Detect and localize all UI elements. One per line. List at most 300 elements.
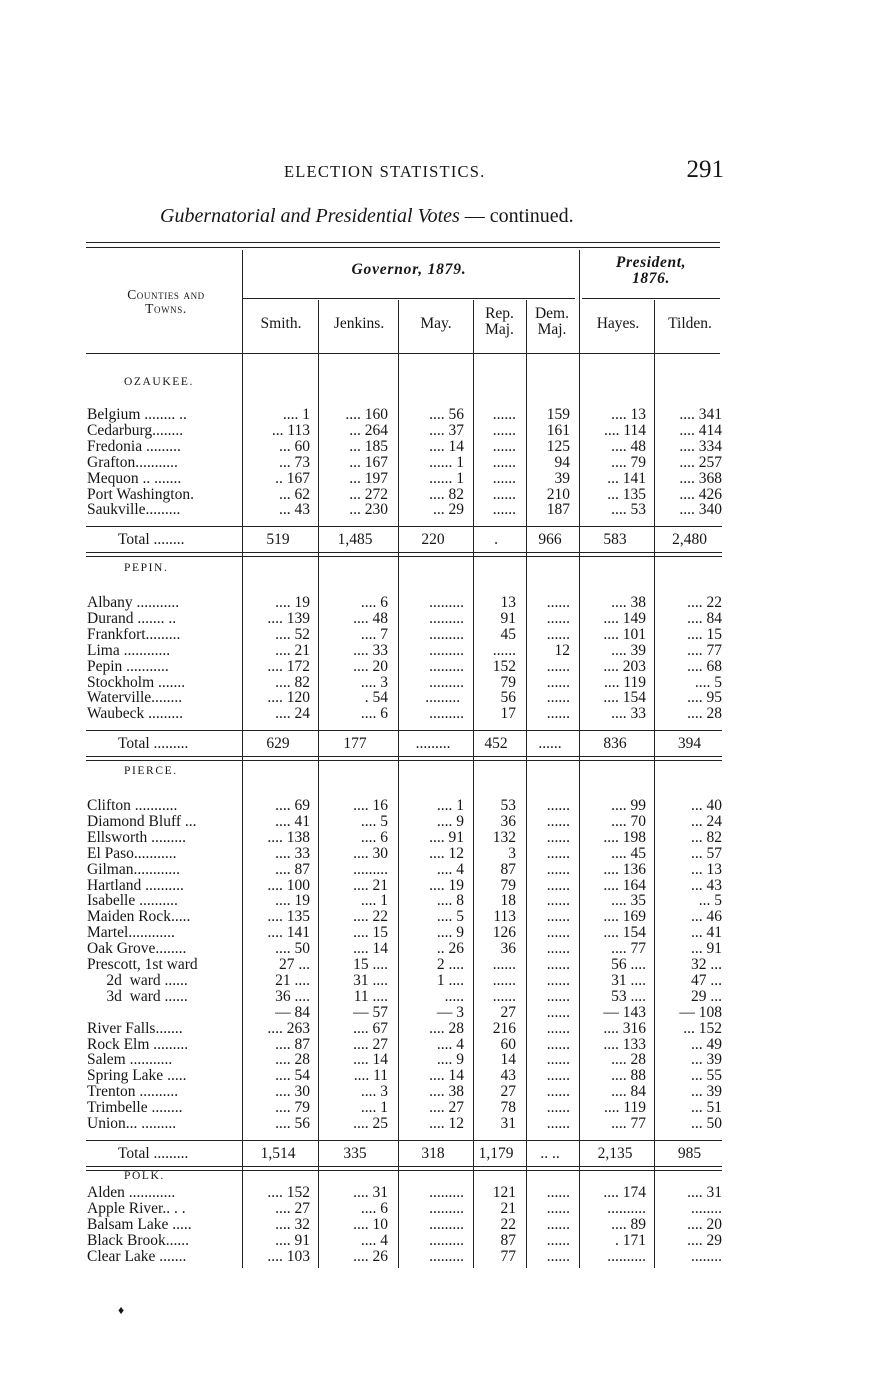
total-tilden: 394 [677, 735, 702, 753]
town-name: Spring Lake ..... [87, 1068, 187, 1085]
header-president-group [582, 255, 720, 288]
cell-dem-maj: ...... [546, 1099, 570, 1117]
top-rule-1 [86, 242, 720, 243]
cell-hayes: .... 198 [603, 828, 646, 846]
town-name: Apple River.. . . [87, 1200, 186, 1217]
cell-may: — 3 [436, 1003, 464, 1021]
table-row [0, 909, 884, 925]
town-name: Union... ......... [87, 1116, 177, 1132]
header-may: May. [420, 315, 452, 332]
cell-rep-maj: ...... [492, 406, 516, 423]
cell-tilden: 29 ... [691, 987, 722, 1005]
cell-jenkins: ... 264 [349, 421, 388, 439]
county-heading: PIERCE. [124, 765, 178, 777]
cell-hayes: . 171 [615, 1231, 646, 1249]
header-governor-group: Governor, 1879. [351, 261, 467, 278]
cell-dem-maj: ...... [546, 657, 570, 675]
town-name: Saukville......... [87, 502, 181, 519]
cell-rep-maj: 121 [492, 1184, 516, 1201]
cell-hayes: .... 84 [611, 1083, 646, 1101]
cell-rep-maj: ...... [492, 485, 516, 503]
cell-may: .... 12 [429, 844, 464, 862]
town-name: Grafton........... [87, 454, 178, 471]
cell-hayes: .... 70 [611, 812, 646, 830]
town-name: Cedarburg........ [87, 422, 184, 439]
cell-hayes: 56 .... [611, 956, 646, 973]
cell-dem-maj: ...... [546, 1247, 570, 1265]
cell-may: ......... [429, 1215, 464, 1233]
cell-tilden: 32 ... [691, 956, 722, 973]
table-row [0, 1185, 884, 1201]
cell-tilden: .... 340 [679, 501, 722, 519]
cell-rep-maj: ...... [492, 437, 516, 455]
header-towns: Towns. [145, 301, 187, 317]
cell-may: 2 .... [436, 956, 464, 973]
cell-rep-maj: 18 [500, 892, 516, 910]
table-row [0, 455, 884, 471]
table-row [0, 659, 884, 675]
town-name: River Falls....... [87, 1020, 183, 1037]
cell-smith: .... 87 [275, 1035, 310, 1053]
cell-hayes: .... 77 [611, 1115, 646, 1132]
table-row [0, 957, 884, 973]
cell-may: ......... [429, 641, 464, 659]
town-name: Pepin ........... [87, 658, 169, 675]
cell-smith: .. 167 [275, 469, 310, 487]
cell-may: .... 4 [436, 860, 464, 878]
cell-jenkins: 11 .... [353, 987, 388, 1005]
cell-jenkins: .... 15 [353, 924, 388, 942]
cell-tilden: .... 341 [679, 406, 722, 423]
header-rep-maj-label: Maj. [485, 321, 514, 339]
table-row [0, 830, 884, 846]
cell-smith: .... 32 [275, 1215, 310, 1233]
cell-dem-maj: ...... [546, 1003, 570, 1021]
cell-rep-maj: 132 [492, 828, 516, 846]
cell-may: ......... [429, 1247, 464, 1265]
cell-dem-maj: ...... [546, 1215, 570, 1233]
cell-hayes: .... 99 [611, 797, 646, 814]
cell-dem-maj: 39 [554, 469, 570, 487]
cell-hayes: ... 135 [607, 485, 646, 503]
cell-jenkins: .... 3 [360, 1083, 388, 1101]
town-name: Balsam Lake ..... [87, 1216, 192, 1233]
cell-smith: 36 .... [275, 987, 310, 1005]
cell-smith: ... 73 [279, 453, 310, 471]
cell-tilden: ... 5 [698, 892, 722, 910]
cell-may: ......... [429, 673, 464, 691]
cell-may: ......... [429, 1184, 464, 1201]
total-smith: 629 [266, 735, 290, 753]
cell-tilden: .... 77 [687, 641, 722, 659]
cell-smith: .... 141 [267, 924, 310, 942]
total-row [0, 532, 884, 548]
town-name: El Paso........... [87, 845, 177, 862]
header-dem-maj [526, 306, 578, 339]
cell-hayes: .... 38 [611, 594, 646, 611]
cell-jenkins: .... 6 [360, 705, 388, 723]
table-row [0, 989, 884, 1005]
cell-rep-maj: 91 [500, 609, 516, 627]
cell-jenkins: .... 6 [360, 828, 388, 846]
header-rep: Rep. [485, 305, 514, 322]
header-dem: Dem. [534, 305, 569, 322]
town-name: Belgium ........ .. [87, 407, 187, 423]
cell-rep-maj: ...... [492, 421, 516, 439]
cell-jenkins: ... 185 [349, 437, 388, 455]
cell-tilden: .... 84 [687, 609, 722, 627]
section-total-rule [86, 760, 722, 761]
cell-smith: .... 19 [275, 594, 310, 611]
cell-tilden: ... 55 [691, 1067, 722, 1085]
cell-smith: .... 52 [275, 625, 310, 643]
cell-tilden: .... 15 [687, 625, 722, 643]
table-row [0, 1005, 884, 1021]
cell-dem-maj: ...... [546, 987, 570, 1005]
table-row [0, 846, 884, 862]
town-name: Trenton .......... [87, 1084, 179, 1101]
table-row [0, 1037, 884, 1053]
cell-smith: .... 103 [267, 1247, 310, 1265]
town-name: Frankfort......... [87, 626, 181, 643]
cell-smith: .... 152 [267, 1184, 310, 1201]
cell-rep-maj: 13 [500, 594, 516, 611]
cell-may: .... 9 [436, 924, 464, 942]
cell-may: ......... [429, 657, 464, 675]
header-president: President, [615, 254, 687, 271]
cell-dem-maj: ...... [546, 876, 570, 894]
cell-smith: .... 172 [267, 657, 310, 675]
cell-dem-maj: ...... [546, 1083, 570, 1101]
town-name: Waubeck ......... [87, 706, 184, 723]
table-row [0, 502, 884, 518]
total-dem-maj: .. .. [540, 1144, 560, 1162]
total-hayes: 2,135 [597, 1144, 633, 1162]
running-title: ELECTION STATISTICS. [284, 162, 486, 181]
section-total-rule [86, 756, 722, 757]
cell-dem-maj: 187 [546, 501, 570, 519]
cell-jenkins: ... 272 [349, 485, 388, 503]
town-name: Fredonia ......... [87, 438, 181, 455]
cell-tilden: .... 20 [687, 1215, 722, 1233]
town-name: Mequon .. ....... [87, 470, 182, 487]
cell-tilden: ... 152 [683, 1019, 722, 1037]
cell-rep-maj: 27 [500, 1003, 516, 1021]
cell-smith: .... 1 [282, 406, 310, 423]
cell-dem-maj: ...... [546, 924, 570, 942]
cell-smith: .... 139 [267, 609, 310, 627]
cell-may: .... 14 [429, 437, 464, 455]
town-name: 2d ward ...... [87, 972, 188, 989]
cell-smith: .... 79 [275, 1099, 310, 1117]
cell-hayes: .... 53 [611, 501, 646, 519]
town-name: Salem ........... [87, 1052, 173, 1069]
town-name: Hartland .......... [87, 877, 184, 894]
cell-tilden: ... 13 [691, 860, 722, 878]
cell-smith: .... 28 [275, 1051, 310, 1069]
table-row [0, 893, 884, 909]
table-row [0, 439, 884, 455]
cell-smith: .... 19 [275, 892, 310, 910]
page-number: 291 [686, 156, 724, 183]
town-name: 3d ward ...... [87, 988, 188, 1005]
total-rep-maj: 1,179 [478, 1144, 514, 1162]
total-may: ......... [415, 735, 451, 753]
subtitle-continued: — continued. [464, 205, 574, 227]
cell-tilden: .... 31 [687, 1184, 722, 1201]
county-heading: PEPIN. [124, 562, 169, 574]
cell-dem-maj: ...... [546, 705, 570, 723]
cell-may: .... 5 [436, 908, 464, 926]
cell-hayes: .... 114 [603, 421, 646, 439]
total-hayes: 583 [603, 531, 627, 549]
town-name: Prescott, 1st ward [87, 957, 198, 973]
town-name: Clifton ........... [87, 798, 178, 814]
cell-smith: .... 33 [275, 844, 310, 862]
cell-rep-maj: 45 [500, 625, 516, 643]
cell-may: .... 9 [436, 1051, 464, 1069]
cell-may: .... 1 [436, 797, 464, 814]
table-row [0, 925, 884, 941]
cell-hayes: .... 79 [611, 453, 646, 471]
cell-rep-maj: ...... [492, 987, 516, 1005]
cell-hayes: 53 .... [611, 987, 646, 1005]
total-tilden: 985 [677, 1144, 702, 1162]
cell-rep-maj: ...... [492, 641, 516, 659]
cell-rep-maj: 152 [492, 657, 516, 675]
cell-tilden: — 108 [679, 1003, 722, 1021]
table-row [0, 941, 884, 957]
cell-smith: .... 135 [267, 908, 310, 926]
cell-hayes: .......... [607, 1199, 646, 1217]
cell-smith: .... 24 [275, 705, 310, 723]
cell-jenkins: ... 230 [349, 501, 388, 519]
cell-smith: ... 113 [271, 421, 310, 439]
cell-jenkins: .... 7 [360, 625, 388, 643]
cell-may: ... 29 [433, 501, 464, 519]
cell-hayes: .... 316 [603, 1019, 646, 1037]
cell-dem-maj: ...... [546, 956, 570, 973]
cell-rep-maj: ...... [492, 453, 516, 471]
cell-tilden: .... 334 [679, 437, 722, 455]
cell-jenkins: .... 3 [360, 673, 388, 691]
total-row [0, 736, 884, 752]
cell-dem-maj: ...... [546, 1019, 570, 1037]
cell-hayes: .... 89 [611, 1215, 646, 1233]
cell-hayes: .... 88 [611, 1067, 646, 1085]
cell-hayes: .... 136 [603, 860, 646, 878]
header-counties-towns [96, 288, 236, 316]
printer-mark: ♦ [118, 1303, 125, 1317]
cell-jenkins: .... 11 [353, 1067, 388, 1085]
cell-rep-maj: 78 [500, 1099, 516, 1117]
cell-jenkins: 31 .... [353, 971, 388, 989]
table-row [0, 643, 884, 659]
cell-smith: .... 41 [275, 812, 310, 830]
cell-dem-maj: 210 [546, 485, 570, 503]
cell-rep-maj: ...... [492, 501, 516, 519]
cell-smith: .... 69 [275, 797, 310, 814]
cell-rep-maj: 36 [500, 940, 516, 958]
cell-smith: .... 21 [275, 641, 310, 659]
cell-may: .... 12 [429, 1115, 464, 1132]
header-hayes: Hayes. [596, 315, 640, 332]
cell-rep-maj: 27 [500, 1083, 516, 1101]
cell-jenkins: .... 27 [353, 1035, 388, 1053]
cell-hayes: .... 28 [611, 1051, 646, 1069]
cell-hayes: — 143 [603, 1003, 646, 1021]
cell-may: .... 14 [429, 1067, 464, 1085]
cell-jenkins: .... 33 [353, 641, 388, 659]
header-group-rule-governor [243, 298, 575, 299]
cell-hayes: .... 35 [611, 892, 646, 910]
table-row [0, 878, 884, 894]
cell-tilden: .... 29 [687, 1231, 722, 1249]
header-counties: Counties and [127, 287, 205, 302]
town-name: Trimbelle ........ [87, 1100, 183, 1117]
cell-dem-maj: ...... [546, 1184, 570, 1201]
cell-hayes: .... 13 [611, 406, 646, 423]
cell-dem-maj: ...... [546, 609, 570, 627]
table-subtitle [160, 205, 574, 228]
cell-may: ...... 1 [429, 453, 464, 471]
cell-rep-maj: 31 [500, 1115, 516, 1132]
cell-hayes: .... 164 [603, 876, 646, 894]
town-name: Martel............ [87, 925, 175, 942]
cell-may: ..... [444, 987, 464, 1005]
cell-hayes: .......... [607, 1247, 646, 1265]
cell-tilden: .... 28 [687, 705, 722, 723]
cell-smith: .... 120 [267, 689, 310, 707]
cell-may: .... 37 [429, 421, 464, 439]
cell-jenkins: .... 6 [360, 1199, 388, 1217]
page-header [160, 156, 728, 186]
county-heading: POLK. [124, 1170, 165, 1182]
cell-may: .... 19 [429, 876, 464, 894]
cell-dem-maj: 161 [546, 421, 570, 439]
cell-smith: ... 43 [279, 501, 310, 519]
cell-hayes: ... 141 [607, 469, 646, 487]
cell-hayes: .... 48 [611, 437, 646, 455]
cell-may: ......... [429, 609, 464, 627]
cell-tilden: ........ [691, 1247, 722, 1265]
cell-dem-maj: ...... [546, 971, 570, 989]
cell-jenkins: .... 25 [353, 1115, 388, 1132]
cell-tilden: .... 426 [679, 485, 722, 503]
cell-rep-maj: 43 [500, 1067, 516, 1085]
total-smith: 519 [266, 531, 290, 549]
town-name: Diamond Bluff ... [87, 813, 197, 830]
cell-smith: .... 87 [275, 860, 310, 878]
cell-may: ......... [429, 705, 464, 723]
cell-tilden: 47 ... [691, 971, 722, 989]
cell-jenkins: .... 30 [353, 844, 388, 862]
total-row [0, 1146, 884, 1162]
table-row [0, 690, 884, 706]
total-may: 318 [421, 1144, 445, 1162]
cell-dem-maj: ...... [546, 812, 570, 830]
cell-jenkins: .... 1 [360, 1099, 388, 1117]
table-row [0, 1233, 884, 1249]
town-name: Ellsworth ......... [87, 829, 187, 846]
cell-jenkins: .... 67 [353, 1019, 388, 1037]
table-row [0, 1068, 884, 1084]
town-name: Isabelle .......... [87, 893, 178, 910]
table-row [0, 1052, 884, 1068]
table-row [0, 611, 884, 627]
cell-hayes: .... 39 [611, 641, 646, 659]
table-row [0, 1249, 884, 1265]
cell-smith: .... 263 [267, 1019, 310, 1037]
cell-hayes: .... 45 [611, 844, 646, 862]
cell-tilden: ... 82 [691, 828, 722, 846]
cell-rep-maj: 17 [500, 705, 516, 723]
cell-jenkins: .... 1 [360, 892, 388, 910]
town-name: Port Washington. [87, 486, 194, 503]
cell-may: .. 26 [436, 940, 464, 958]
cell-smith: .... 138 [267, 828, 310, 846]
cell-jenkins: — 57 [353, 1003, 388, 1021]
table-row [0, 675, 884, 691]
cell-smith: .... 50 [275, 940, 310, 958]
table-row [0, 1217, 884, 1233]
cell-rep-maj: ...... [492, 469, 516, 487]
cell-hayes: .... 101 [603, 625, 646, 643]
cell-may: .... 9 [436, 812, 464, 830]
cell-rep-maj: 21 [500, 1199, 516, 1217]
town-name: Lima ............ [87, 642, 171, 659]
town-name: Black Brook...... [87, 1232, 190, 1249]
cell-jenkins: .... 6 [360, 594, 388, 611]
section-total-rule [86, 1140, 722, 1141]
cell-tilden: .... 5 [694, 673, 722, 691]
cell-tilden: ... 41 [691, 924, 722, 942]
cell-may: ...... 1 [429, 469, 464, 487]
total-jenkins: 1,485 [337, 531, 373, 549]
cell-may: ......... [429, 594, 464, 611]
cell-tilden: ... 51 [691, 1099, 722, 1117]
total-jenkins: 335 [343, 1144, 367, 1162]
cell-tilden: .... 22 [687, 594, 722, 611]
cell-dem-maj: 12 [554, 641, 570, 659]
cell-dem-maj: ...... [546, 1067, 570, 1085]
town-name: Durand ....... .. [87, 610, 177, 627]
cell-dem-maj: ...... [546, 1199, 570, 1217]
cell-dem-maj: ...... [546, 844, 570, 862]
cell-hayes: .... 169 [603, 908, 646, 926]
cell-may: .... 27 [429, 1099, 464, 1117]
cell-tilden: .... 68 [687, 657, 722, 675]
cell-tilden: ... 46 [691, 908, 722, 926]
table-row [0, 814, 884, 830]
table-row [0, 487, 884, 503]
cell-rep-maj: 77 [500, 1247, 516, 1265]
header-rep-maj [473, 306, 526, 339]
cell-jenkins: .... 48 [353, 609, 388, 627]
table-row [0, 471, 884, 487]
cell-hayes: .... 77 [611, 940, 646, 958]
cell-rep-maj: 87 [500, 1231, 516, 1249]
cell-dem-maj: ...... [546, 828, 570, 846]
header-smith: Smith. [260, 315, 302, 332]
cell-jenkins: .... 14 [353, 940, 388, 958]
town-name: Maiden Rock..... [87, 909, 191, 926]
cell-jenkins: .... 4 [360, 1231, 388, 1249]
county-heading: OZAUKEE. [124, 376, 194, 388]
cell-dem-maj: ...... [546, 594, 570, 611]
cell-jenkins: .... 20 [353, 657, 388, 675]
cell-dem-maj: ...... [546, 940, 570, 958]
